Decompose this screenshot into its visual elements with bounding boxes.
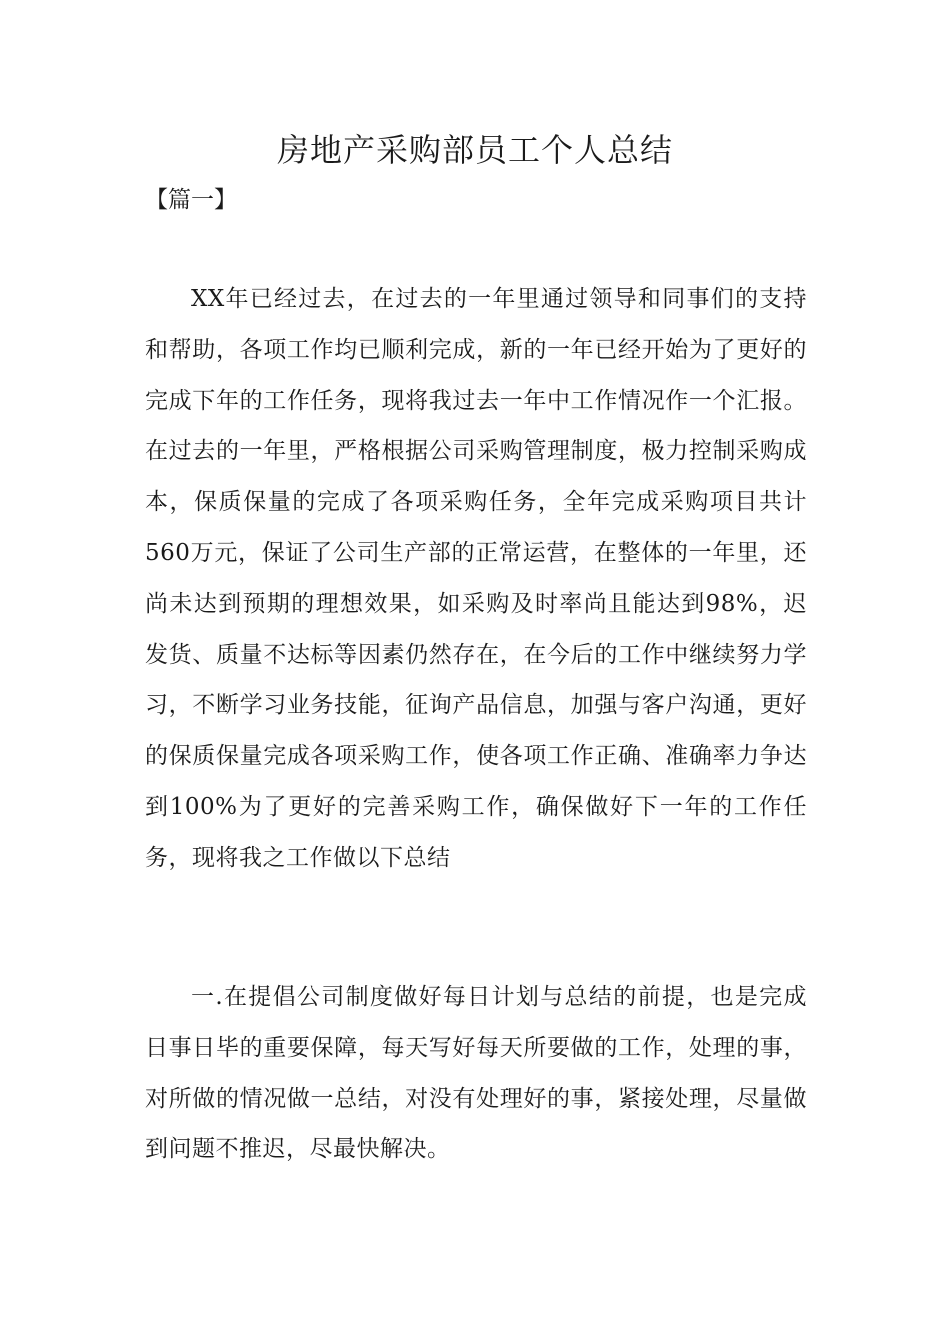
paragraph-intro: XX年已经过去，在过去的一年里通过领导和同事们的支持和帮助，各项工作均已顺利完成，新的一年已经开始为了更好的完成下年的工作任务，现将我过去一年中工作情况作一个汇报。在过去的一年里，严格根据公司采购管理制度，极力控制采购成本，保质保量的完成了各项采购任务，全年完成采购项目共计560万元，保证了公司生产部的正常运营，在整体的一年里，还尚未达到预期的理想效果，如采购及时率尚且能达到98%，迟发货、质量不达标等因素仍然存在，在今后的工作中继续努力学习，不断学习业务技能，征询产品信息，加强与客户沟通，更好的保质保量完成各项采购工作，使各项工作正确、准确率力争达到100%为了更好的完善采购工作，确保做好下一年的工作任务，现将我之工作做以下总结: [145, 286, 807, 871]
paragraph-item-one: 一.在提倡公司制度做好每日计划与总结的前提，也是完成日事日毕的重要保障，每天写好每天所要做的工作，处理的事，对所做的情况做一总结，对没有处理好的事，紧接处理，尽量做到问题不推迟，尽最快解决。: [145, 984, 807, 1163]
document-title: 房地产采购部员工个人总结: [276, 131, 673, 169]
section-label: 【篇一】: [145, 187, 237, 213]
